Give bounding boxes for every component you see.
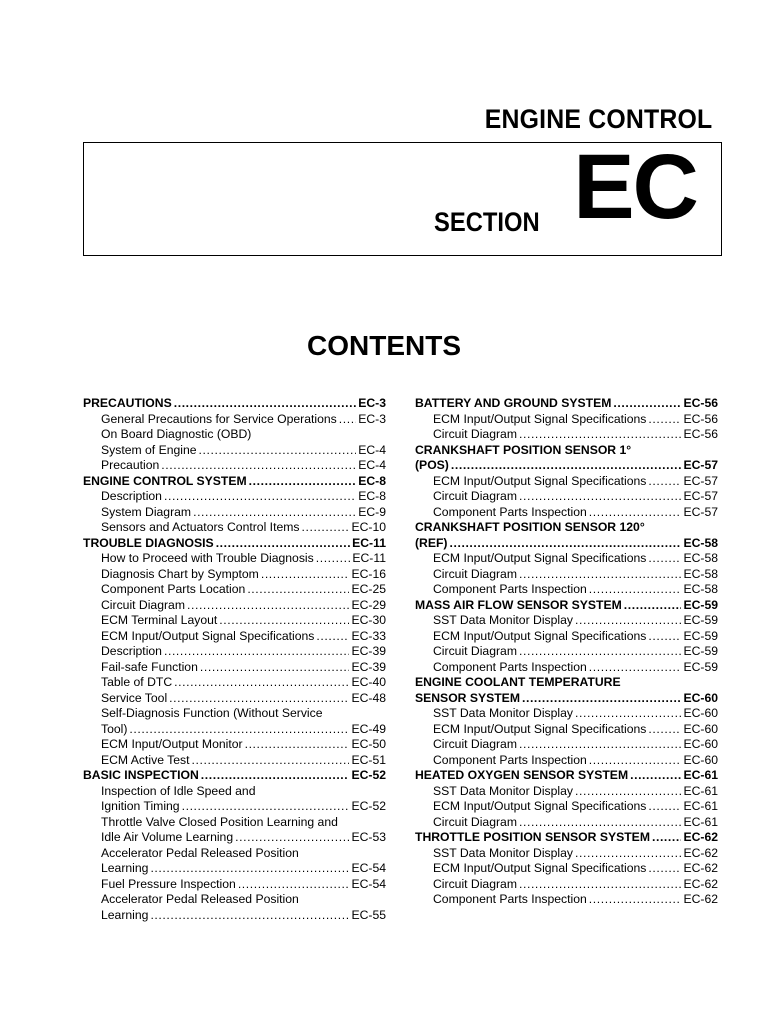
- toc-leader-dots: [150, 908, 349, 924]
- toc-page-number: EC-60: [683, 752, 718, 767]
- toc-entry-label: ECM Input/Output Signal Specifications: [433, 551, 647, 565]
- toc-page-number: EC-57: [683, 473, 718, 488]
- toc-entry-label: Table of DTC: [101, 675, 173, 689]
- toc-entry[interactable]: [415, 551, 718, 567]
- toc-entry-label: (POS): [415, 458, 449, 472]
- toc-entry[interactable]: [415, 427, 718, 443]
- toc-leader-dots: [519, 815, 681, 831]
- toc-leader-dots: [648, 474, 681, 490]
- toc-leader-dots: [201, 768, 350, 784]
- toc-section-entry[interactable]: [83, 474, 386, 490]
- toc-page-number: EC-30: [351, 613, 386, 627]
- toc-entry-label: ECM Terminal Layout: [101, 613, 218, 627]
- toc-page-number: EC-39: [351, 644, 386, 658]
- toc-entry[interactable]: [83, 412, 386, 428]
- toc-leader-dots: [648, 551, 681, 567]
- toc-leader-dots: [187, 598, 349, 614]
- toc-entry-label: Circuit Diagram: [433, 489, 517, 503]
- toc-leader-dots: [339, 412, 356, 428]
- toc-entry-label: Component Parts Inspection: [433, 892, 587, 906]
- toc-entry[interactable]: [415, 877, 718, 893]
- toc-leader-dots: [161, 458, 356, 474]
- toc-page-number: EC-39: [351, 659, 386, 674]
- toc-entry-label: Description: [101, 489, 162, 503]
- toc-page-number: EC-57: [683, 458, 718, 472]
- toc-page-number: EC-58: [683, 566, 718, 581]
- toc-leader-dots: [575, 706, 681, 722]
- toc-page-number: EC-60: [683, 706, 718, 720]
- toc-leader-dots: [247, 582, 349, 598]
- toc-page-number: EC-59: [683, 597, 718, 612]
- toc-page-number: EC-16: [351, 566, 386, 581]
- toc-section-entry[interactable]: [83, 768, 386, 784]
- toc-entry-label: THROTTLE POSITION SENSOR SYSTEM: [415, 830, 650, 844]
- toc-entry[interactable]: [83, 505, 386, 521]
- toc-page-number: EC-59: [683, 644, 718, 658]
- toc-leader-dots: [192, 753, 350, 769]
- toc-entry[interactable]: [83, 815, 386, 831]
- toc-entry[interactable]: [83, 892, 386, 908]
- toc-section-entry[interactable]: [415, 520, 718, 536]
- toc-leader-dots: [169, 691, 349, 707]
- toc-section-entry[interactable]: [415, 830, 718, 846]
- toc-entry-label: Accelerator Pedal Released Position: [101, 845, 299, 860]
- toc-page-number: EC-61: [683, 768, 718, 782]
- toc-leader-dots: [261, 567, 350, 583]
- toc-leader-dots: [624, 598, 682, 614]
- toc-entry-label: Precaution: [101, 458, 160, 472]
- toc-page-number: EC-52: [351, 799, 386, 813]
- toc-column-right: [415, 396, 718, 908]
- toc-page-number: EC-56: [683, 411, 718, 426]
- toc-entry[interactable]: [415, 892, 718, 908]
- toc-page-number: EC-53: [351, 830, 386, 844]
- toc-section-entry[interactable]: [83, 536, 386, 552]
- toc-entry-label: Service Tool: [101, 690, 168, 705]
- toc-leader-dots: [519, 427, 681, 443]
- toc-entry[interactable]: [83, 877, 386, 893]
- toc-entry[interactable]: [415, 567, 718, 583]
- toc-leader-dots: [199, 443, 357, 459]
- toc-leader-dots: [235, 830, 349, 846]
- toc-leader-dots: [648, 722, 681, 738]
- toc-entry-label: Tool): [101, 721, 128, 736]
- toc-entry[interactable]: [83, 691, 386, 707]
- toc-leader-dots: [174, 396, 357, 412]
- toc-entry[interactable]: [415, 815, 718, 831]
- toc-page-number: EC-50: [351, 737, 386, 751]
- toc-leader-dots: [589, 753, 682, 769]
- toc-leader-dots: [193, 505, 356, 521]
- toc-entry-label: BATTERY AND GROUND SYSTEM: [415, 396, 612, 410]
- toc-entry-label: SENSOR SYSTEM: [415, 690, 520, 705]
- toc-entry[interactable]: [415, 474, 718, 490]
- toc-column-left: [83, 396, 386, 923]
- toc-page-number: EC-55: [351, 907, 386, 922]
- toc-leader-dots: [245, 737, 350, 753]
- toc-entry-label: Circuit Diagram: [433, 566, 517, 581]
- toc-leader-dots: [450, 536, 682, 552]
- toc-entry-label: (REF): [415, 535, 448, 550]
- toc-entry[interactable]: [415, 660, 718, 676]
- toc-entry[interactable]: [83, 675, 386, 691]
- toc-entry[interactable]: [83, 737, 386, 753]
- toc-page-number: EC-60: [683, 737, 718, 751]
- toc-entry[interactable]: [83, 427, 386, 443]
- toc-page-number: EC-49: [351, 721, 386, 736]
- toc-entry-label: HEATED OXYGEN SENSOR SYSTEM: [415, 768, 629, 782]
- toc-entry-label: ECM Active Test: [101, 752, 190, 767]
- section-label: SECTION: [434, 207, 540, 237]
- toc-entry[interactable]: [83, 629, 386, 645]
- toc-entry[interactable]: [83, 551, 386, 567]
- toc-entry-label: Idle Air Volume Learning: [101, 830, 234, 844]
- toc-entry[interactable]: [415, 613, 718, 629]
- toc-entry-label: CRANKSHAFT POSITION SENSOR 120°: [415, 520, 645, 534]
- toc-leader-dots: [219, 613, 349, 629]
- toc-page-number: EC-51: [351, 752, 386, 767]
- toc-section-entry[interactable]: [415, 536, 718, 552]
- toc-page-number: EC-59: [683, 613, 718, 627]
- toc-page-number: EC-58: [683, 535, 718, 550]
- toc-page-number: EC-25: [351, 582, 386, 596]
- toc-entry[interactable]: [415, 706, 718, 722]
- toc-leader-dots: [174, 675, 349, 691]
- toc-section-entry[interactable]: [415, 458, 718, 474]
- toc-entry[interactable]: [83, 613, 386, 629]
- toc-entry[interactable]: [415, 861, 718, 877]
- toc-entry-label: Throttle Valve Closed Position Learning and: [101, 814, 338, 829]
- toc-entry-label: Self-Diagnosis Function (Without Service: [101, 706, 323, 720]
- toc-page-number: EC-62: [683, 892, 718, 906]
- toc-entry[interactable]: [83, 784, 386, 800]
- toc-page-number: EC-60: [683, 721, 718, 736]
- toc-leader-dots: [522, 691, 681, 707]
- toc-entry[interactable]: [83, 660, 386, 676]
- toc-page-number: EC-59: [683, 659, 718, 674]
- toc-entry-label: BASIC INSPECTION: [83, 768, 199, 782]
- toc-leader-dots: [182, 799, 350, 815]
- toc-leader-dots: [129, 722, 349, 738]
- toc-entry-label: Fuel Pressure Inspection: [101, 876, 236, 891]
- toc-page-number: EC-4: [358, 442, 386, 457]
- contents-heading: CONTENTS: [307, 330, 461, 361]
- toc-entry[interactable]: [83, 458, 386, 474]
- toc-page-number: EC-11: [352, 551, 386, 565]
- toc-leader-dots: [519, 489, 681, 505]
- toc-page-number: EC-4: [358, 458, 386, 472]
- toc-page-number: EC-56: [683, 396, 718, 410]
- toc-entry[interactable]: [415, 629, 718, 645]
- toc-page-number: EC-56: [683, 427, 718, 441]
- toc-leader-dots: [164, 489, 356, 505]
- toc-entry-label: Diagnosis Chart by Symptom: [101, 566, 259, 581]
- toc-leader-dots: [613, 396, 681, 412]
- toc-entry[interactable]: [83, 582, 386, 598]
- toc-entry[interactable]: [83, 567, 386, 583]
- toc-entry-label: Description: [101, 644, 162, 658]
- toc-entry-label: How to Proceed with Trouble Diagnosis: [101, 551, 314, 565]
- toc-page-number: EC-52: [351, 768, 386, 782]
- toc-page-number: EC-10: [351, 520, 386, 534]
- toc-page-number: EC-40: [351, 675, 386, 689]
- toc-leader-dots: [589, 582, 682, 598]
- toc-leader-dots: [150, 861, 349, 877]
- toc-page-number: EC-8: [358, 489, 386, 503]
- toc-leader-dots: [648, 629, 681, 645]
- toc-page-number: EC-3: [358, 396, 386, 410]
- toc-entry-label: ECM Input/Output Signal Specifications: [433, 861, 647, 875]
- toc-entry-label: Fail-safe Function: [101, 659, 198, 674]
- toc-entry[interactable]: [415, 784, 718, 800]
- toc-page-number: EC-58: [683, 582, 718, 596]
- toc-leader-dots: [316, 629, 349, 645]
- toc-entry-label: TROUBLE DIAGNOSIS: [83, 535, 214, 550]
- toc-entry-label: SST Data Monitor Display: [433, 783, 573, 798]
- toc-entry-label: SST Data Monitor Display: [433, 613, 573, 627]
- toc-leader-dots: [575, 846, 681, 862]
- toc-leader-dots: [316, 551, 351, 567]
- toc-entry-label: ENGINE CONTROL SYSTEM: [83, 473, 247, 488]
- toc-leader-dots: [301, 520, 349, 536]
- toc-entry-label: Component Parts Inspection: [433, 582, 587, 596]
- toc-entry-label: General Precautions for Service Operations: [101, 411, 337, 426]
- toc-leader-dots: [249, 474, 357, 490]
- toc-entry-label: Circuit Diagram: [433, 644, 517, 658]
- toc-section-entry[interactable]: [415, 768, 718, 784]
- toc-leader-dots: [164, 644, 349, 660]
- toc-leader-dots: [648, 799, 681, 815]
- toc-entry-label: SST Data Monitor Display: [433, 706, 573, 720]
- toc-leader-dots: [216, 536, 350, 552]
- toc-leader-dots: [451, 458, 682, 474]
- toc-page-number: EC-48: [351, 690, 386, 705]
- toc-entry[interactable]: [83, 830, 386, 846]
- toc-leader-dots: [575, 613, 681, 629]
- toc-entry-label: Sensors and Actuators Control Items: [101, 520, 300, 534]
- toc-page-number: EC-9: [358, 504, 386, 519]
- toc-leader-dots: [519, 644, 681, 660]
- toc-leader-dots: [519, 877, 681, 893]
- toc-leader-dots: [589, 892, 682, 908]
- toc-page-number: EC-60: [683, 690, 718, 705]
- toc-entry-label: Circuit Diagram: [433, 814, 517, 829]
- toc-entry[interactable]: [415, 722, 718, 738]
- toc-entry-label: System Diagram: [101, 504, 192, 519]
- toc-entry-label: Circuit Diagram: [433, 427, 517, 441]
- toc-section-entry[interactable]: [83, 396, 386, 412]
- manual-title: ENGINE CONTROL: [484, 104, 712, 134]
- toc-entry[interactable]: [83, 722, 386, 738]
- toc-page-number: EC-57: [683, 489, 718, 503]
- toc-entry[interactable]: [415, 412, 718, 428]
- section-box: [83, 136, 722, 256]
- toc-entry-label: Component Parts Inspection: [433, 659, 587, 674]
- toc-entry[interactable]: [415, 799, 718, 815]
- toc-entry[interactable]: [83, 443, 386, 459]
- toc-entry-label: Component Parts Inspection: [433, 752, 587, 767]
- toc-leader-dots: [200, 660, 350, 676]
- toc-page-number: EC-61: [683, 783, 718, 798]
- toc-leader-dots: [519, 737, 681, 753]
- toc-entry-label: ECM Input/Output Signal Specifications: [433, 721, 647, 736]
- toc-entry[interactable]: [415, 753, 718, 769]
- toc-entry-label: CRANKSHAFT POSITION SENSOR 1°: [415, 442, 632, 457]
- toc-entry-label: Circuit Diagram: [433, 737, 517, 751]
- toc-page-number: EC-62: [683, 876, 718, 891]
- toc-section-entry[interactable]: [415, 396, 718, 412]
- toc-page-number: EC-62: [683, 845, 718, 860]
- toc-entry[interactable]: [83, 489, 386, 505]
- toc-entry-label: System of Engine: [101, 442, 197, 457]
- toc-page-number: EC-61: [683, 814, 718, 829]
- toc-entry-label: ECM Input/Output Signal Specifications: [433, 473, 647, 488]
- toc-leader-dots: [238, 877, 350, 893]
- toc-section-entry[interactable]: [415, 443, 718, 459]
- toc-leader-dots: [648, 861, 681, 877]
- toc-entry-label: ECM Input/Output Signal Specifications: [433, 799, 647, 813]
- toc-entry-label: Circuit Diagram: [101, 597, 185, 612]
- toc-page-number: EC-57: [683, 504, 718, 519]
- toc-entry-label: Ignition Timing: [101, 799, 180, 813]
- toc-entry[interactable]: [415, 737, 718, 753]
- toc-entry[interactable]: [415, 489, 718, 505]
- toc-entry-label: PRECAUTIONS: [83, 396, 172, 410]
- toc-entry-label: SST Data Monitor Display: [433, 845, 573, 860]
- toc-page-number: EC-62: [683, 861, 718, 875]
- toc-page-number: EC-61: [683, 799, 718, 813]
- toc-entry[interactable]: [83, 861, 386, 877]
- toc-entry[interactable]: [415, 846, 718, 862]
- toc-leader-dots: [630, 768, 681, 784]
- toc-page-number: EC-62: [683, 830, 718, 844]
- toc-entry-label: Component Parts Inspection: [433, 504, 587, 519]
- toc-page-number: EC-29: [351, 597, 386, 612]
- toc-entry-label: ENGINE COOLANT TEMPERATURE: [415, 675, 621, 689]
- toc-entry-label: Learning: [101, 861, 149, 875]
- toc-section-entry[interactable]: [415, 598, 718, 614]
- toc-entry-label: ECM Input/Output Monitor: [101, 737, 243, 751]
- toc-entry-label: Inspection of Idle Speed and: [101, 783, 256, 798]
- toc-section-entry[interactable]: [415, 675, 718, 691]
- toc-page-number: EC-8: [358, 473, 386, 488]
- toc-entry-label: Circuit Diagram: [433, 876, 517, 891]
- toc-entry[interactable]: [83, 598, 386, 614]
- toc-leader-dots: [589, 505, 682, 521]
- toc-leader-dots: [652, 830, 681, 846]
- toc-leader-dots: [575, 784, 681, 800]
- toc-section-entry[interactable]: [415, 691, 718, 707]
- toc-entry-label: ECM Input/Output Signal Specifications: [433, 628, 647, 643]
- toc-entry[interactable]: [83, 908, 386, 924]
- toc-entry[interactable]: [415, 505, 718, 521]
- toc-page-number: EC-3: [358, 411, 386, 426]
- toc-entry-label: Learning: [101, 907, 149, 922]
- toc-entry[interactable]: [83, 706, 386, 722]
- toc-entry[interactable]: [83, 846, 386, 862]
- toc-entry[interactable]: [415, 644, 718, 660]
- toc-entry[interactable]: [83, 799, 386, 815]
- toc-entry[interactable]: [415, 582, 718, 598]
- toc-leader-dots: [519, 567, 681, 583]
- toc-page-number: EC-54: [351, 861, 386, 875]
- toc-page-number: EC-59: [683, 628, 718, 643]
- toc-entry-label: ECM Input/Output Signal Specifications: [101, 628, 315, 643]
- toc-page-number: EC-33: [351, 628, 386, 643]
- toc-entry[interactable]: [83, 644, 386, 660]
- toc-entry[interactable]: [83, 753, 386, 769]
- toc-leader-dots: [648, 412, 681, 428]
- toc-entry-label: Accelerator Pedal Released Position: [101, 892, 299, 906]
- toc-entry-label: Component Parts Location: [101, 582, 246, 596]
- toc-page-number: EC-11: [352, 535, 386, 550]
- toc-entry-label: MASS AIR FLOW SENSOR SYSTEM: [415, 597, 622, 612]
- toc-entry[interactable]: [83, 520, 386, 536]
- toc-leader-dots: [589, 660, 682, 676]
- section-code: EC: [573, 136, 697, 238]
- toc-page-number: EC-54: [351, 876, 386, 891]
- toc-entry-label: On Board Diagnostic (OBD): [101, 427, 252, 441]
- toc-entry-label: ECM Input/Output Signal Specifications: [433, 411, 647, 426]
- toc-page-number: EC-58: [683, 551, 718, 565]
